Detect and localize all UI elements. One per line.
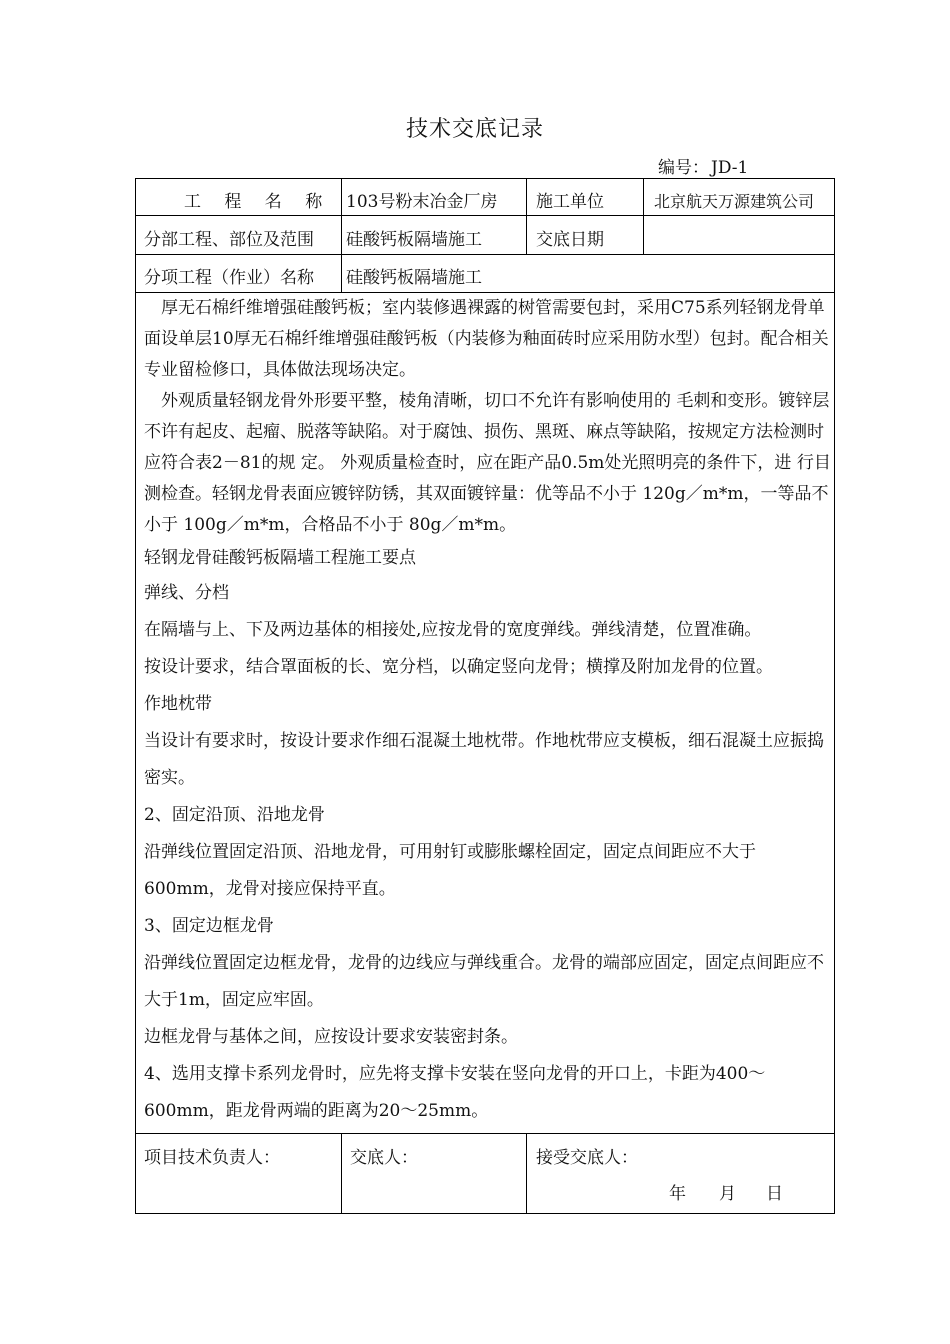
section-heading: 2、固定沿顶、沿地龙骨 (144, 805, 325, 825)
column-divider (526, 1133, 527, 1214)
content-line: 沿弹线位置固定沿顶、沿地龙骨，可用射钉或膨胀螺栓固定，固定点间距应不大于600mm，龙骨对接应保持平直。 (144, 842, 756, 899)
content-paragraph: 外观质量轻钢龙骨外形要平整，棱角清晰，切口不允许有影响使用的 毛刺和变形。镀锌层不许有起皮、起瘤、脱落等缺陷。对于腐蚀、损伤、黑斑、麻点等缺陷，按规定方法检测时应符合表2－81的规 定。 外观质量检查时，应在距产品0.5m处光照明亮的条件下，进 行目测检查。轻钢龙骨表面应镀锌防锈，其双面镀锌量：优等品不小于 120g／m*m，一等品不小于 100g／m*m，合格品不小于 80g／m*m。 (144, 391, 831, 535)
column-divider (341, 179, 342, 292)
column-divider (341, 1133, 342, 1214)
content-line: 在隔墙与上、下及两边基体的相接处,应按龙骨的宽度弹线。弹线清楚，位置准确。 (144, 620, 762, 640)
sign-day-label: 日 (766, 1184, 783, 1204)
project-name-label: 工 程 名 称 (184, 192, 332, 212)
content-line: 按设计要求，结合罩面板的长、宽分档，以确定竖向龙骨；横撑及附加龙骨的位置。 (144, 657, 773, 677)
page-title: 技术交底记录 (405, 117, 544, 142)
content-line: 边框龙骨与基体之间，应按设计要求安装密封条。 (144, 1027, 518, 1047)
division-value: 硅酸钙板隔墙施工 (346, 230, 482, 250)
row-divider (136, 215, 834, 216)
presenter-signature-label: 交底人： (350, 1148, 418, 1168)
tech-lead-signature-label: 项目技术负责人： (144, 1148, 280, 1168)
content-paragraph: 厚无石棉纤维增强硅酸钙板；室内装修遇裸露的树管需要包封，采用C75系列轻钢龙骨单面设单层10厚无石棉纤维增强硅酸钙板（内装修为釉面砖时应采用防水型）包封。配合相关专业留检修口，具体做法现场决定。 (144, 298, 829, 380)
construction-unit-label: 施工单位 (536, 192, 604, 212)
sign-year-label: 年 (669, 1184, 686, 1204)
section-heading: 作地枕带 (144, 694, 212, 714)
content-line: 4、选用支撑卡系列龙骨时，应先将支撑卡安装在竖向龙骨的开口上，卡距为400～600mm，距龙骨两端的距离为20～25mm。 (144, 1064, 766, 1121)
subitem-label: 分项工程（作业）名称 (144, 268, 314, 288)
content-line: 当设计有要求时，按设计要求作细石混凝土地枕带。作地枕带应支模板，细石混凝土应振捣密实。 (144, 731, 824, 788)
column-divider (643, 179, 644, 254)
receiver-signature-label: 接受交底人： (536, 1148, 638, 1168)
project-name-value: 103号粉末冶金厂房 (346, 192, 498, 212)
construction-unit-value: 北京航天万源建筑公司 (654, 192, 815, 211)
disclosure-form-table (135, 178, 835, 1214)
content-line: 沿弹线位置固定边框龙骨，龙骨的边线应与弹线重合。龙骨的端部应固定，固定点间距应不大于1m，固定应牢固。 (144, 953, 824, 1010)
subitem-value: 硅酸钙板隔墙施工 (346, 268, 482, 288)
disclosure-content (144, 293, 832, 1130)
row-divider (136, 1133, 834, 1134)
section-heading: 弹线、分档 (144, 583, 229, 603)
document-code-value: JD-1 (711, 158, 749, 178)
sign-month-label: 月 (719, 1184, 736, 1204)
row-divider (136, 254, 834, 255)
content-line: 轻钢龙骨硅酸钙板隔墙工程施工要点 (144, 548, 416, 568)
division-label: 分部工程、部位及范围 (144, 230, 314, 250)
document-code (656, 153, 748, 178)
document-code-label: 编号： (658, 158, 709, 178)
column-divider (526, 179, 527, 254)
date-label: 交底日期 (536, 230, 604, 250)
section-heading: 3、固定边框龙骨 (144, 916, 274, 936)
